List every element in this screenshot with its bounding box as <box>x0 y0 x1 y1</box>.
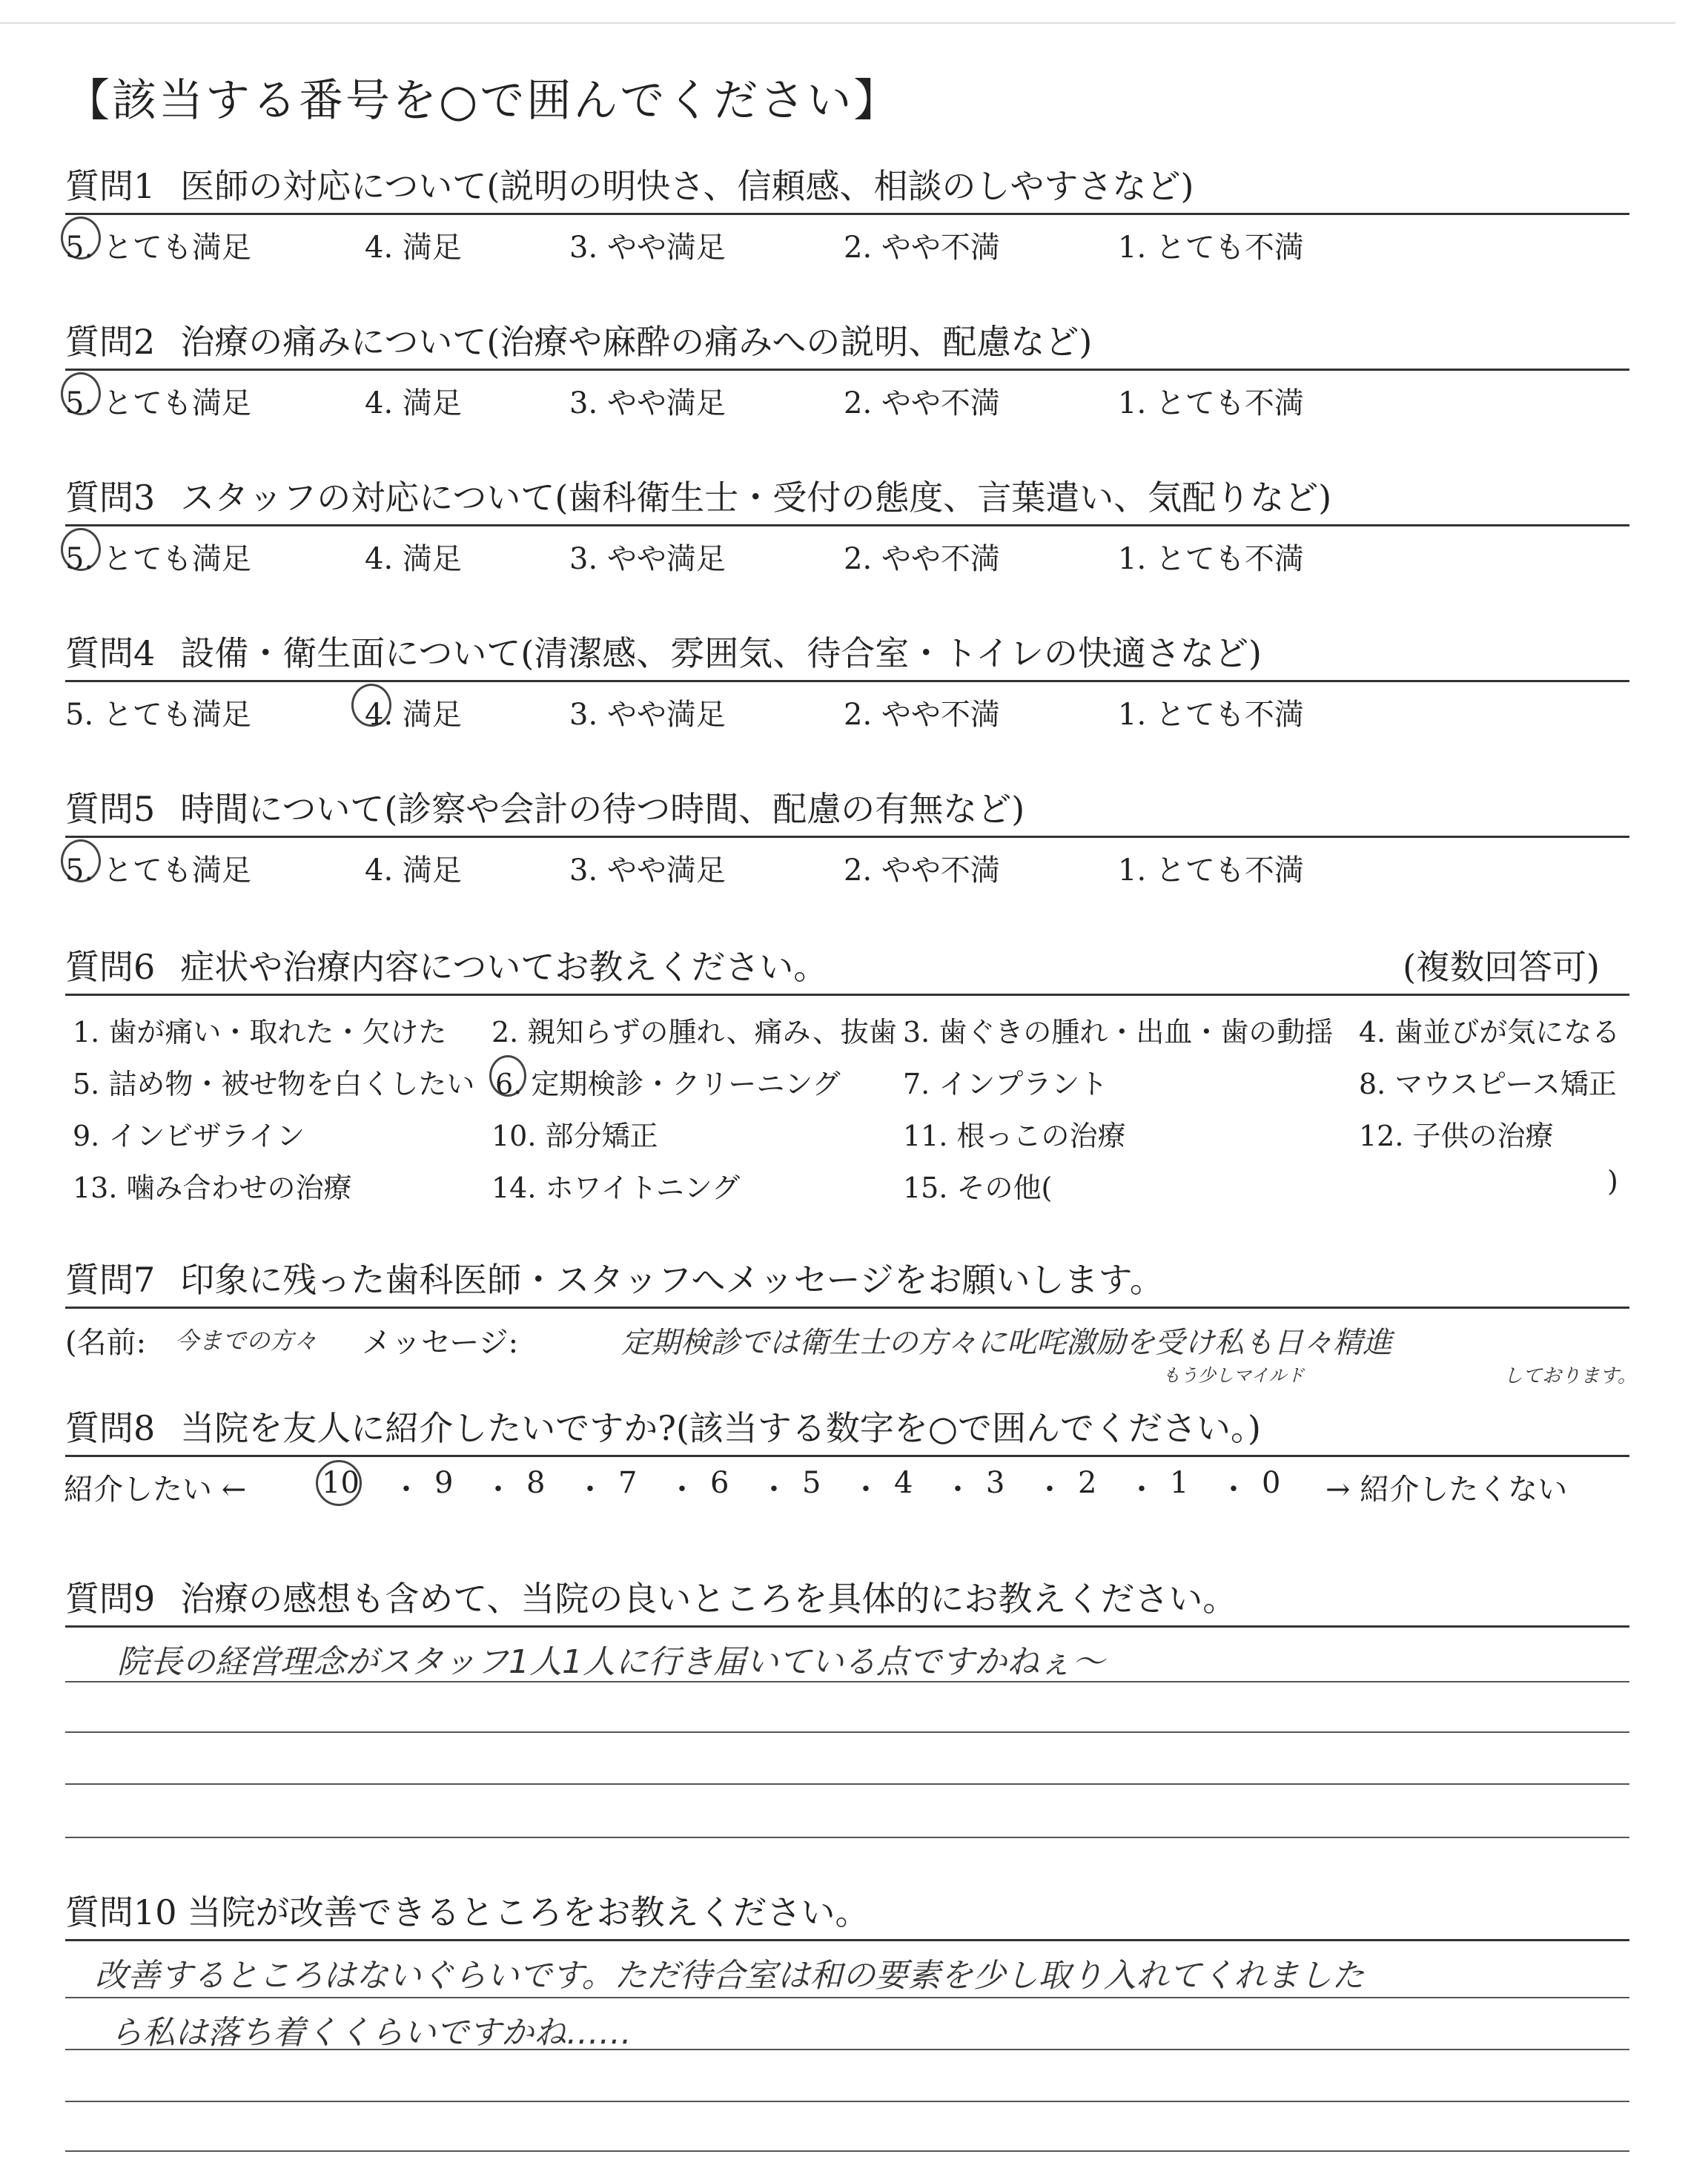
question-number: 質問4 <box>65 633 156 673</box>
option-4[interactable]: 4. 満足 <box>365 386 462 420</box>
scale-9[interactable]: 9 <box>434 1466 454 1500</box>
answer-line <box>65 2150 1629 2152</box>
option-4[interactable]: 4. 満足 <box>365 853 462 888</box>
symptom-item[interactable]: 1. 歯が痛い・取れた・欠けた <box>73 1016 447 1048</box>
symptom-item[interactable]: 9. インビザライン <box>73 1120 305 1152</box>
message-note: もう少しマイルド <box>1162 1365 1305 1386</box>
question-text: 設備・衛生面について(清潔感、雰囲気、待合室・トイレの快適さなど) <box>180 633 1262 673</box>
name-label: (名前: <box>65 1326 147 1360</box>
symptom-item[interactable]: 11. 根っこの治療 <box>903 1120 1126 1152</box>
question-number: 質問2 <box>65 322 156 362</box>
scale-7[interactable]: 7 <box>618 1466 638 1500</box>
question-number: 質問5 <box>65 789 156 829</box>
answer-line <box>65 1783 1629 1785</box>
question-text: 印象に残った歯科医師・スタッフへメッセージをお願いします。 <box>180 1260 1164 1300</box>
rating-options <box>65 371 1629 423</box>
question-number: 質問7 <box>65 1260 156 1300</box>
question-9 <box>65 1572 1629 1680</box>
form-heading: 【該当する番号を○で囲んでください】 <box>65 75 901 127</box>
option-4[interactable]: 4. 満足 <box>365 542 462 576</box>
option-3[interactable]: 3. やや満足 <box>569 386 726 420</box>
answer-line <box>65 1997 1629 1998</box>
rating-options <box>65 526 1629 578</box>
option-1[interactable]: 1. とても不満 <box>1118 386 1304 420</box>
message-end: しております。 <box>1503 1365 1637 1387</box>
question-text: スタッフの対応について(歯科衛生士・受付の態度、言葉遣い、気配りなど) <box>180 478 1332 518</box>
option-2[interactable]: 2. やや不満 <box>844 231 1000 265</box>
question-7 <box>65 1253 1637 1398</box>
answer-line <box>65 1731 1629 1733</box>
symptom-item[interactable]: 7. インプラント <box>903 1068 1108 1100</box>
option-2[interactable]: 2. やや不満 <box>844 853 1000 888</box>
question-text: 治療の感想も含めて、当院の良いところを具体的にお教えください。 <box>180 1579 1237 1619</box>
question-1 <box>65 159 1629 267</box>
question-number: 質問10 <box>65 1892 177 1932</box>
question-8 <box>65 1401 1629 1509</box>
symptom-item[interactable]: 3. 歯ぐきの腫れ・出血・歯の動揺 <box>903 1016 1334 1048</box>
answer-text-line2[interactable]: ら私は落ち着くくらいですかね…… <box>110 2014 632 2052</box>
message-label: メッセージ: <box>362 1326 519 1360</box>
question-text: 治療の痛みについて(治療や麻酔の痛みへの説明、配慮など) <box>180 322 1093 362</box>
symptom-options <box>65 996 1629 1211</box>
option-3[interactable]: 3. やや満足 <box>569 698 726 732</box>
scale-right-label: → 紹介したくない <box>1325 1473 1568 1507</box>
option-3[interactable]: 3. やや満足 <box>569 542 726 576</box>
scale-8[interactable]: 8 <box>526 1466 546 1500</box>
symptom-item-other[interactable]: 15. その他( <box>903 1172 1053 1204</box>
rating-options <box>65 215 1629 267</box>
symptom-item[interactable]: 6. 定期検診・クリーニング <box>495 1068 841 1100</box>
scale-4[interactable]: 4 <box>894 1466 913 1500</box>
symptom-item[interactable]: 12. 子供の治療 <box>1359 1120 1554 1152</box>
question-number: 質問1 <box>65 166 156 206</box>
question-number: 質問6 <box>65 947 156 987</box>
scale-3[interactable]: 3 <box>986 1466 1005 1500</box>
question-6 <box>65 940 1629 1211</box>
rating-options <box>65 682 1629 734</box>
question-number: 質問9 <box>65 1579 156 1619</box>
option-2[interactable]: 2. やや不満 <box>844 698 1000 732</box>
question-text: 時間について(診察や会計の待つ時間、配慮の有無など) <box>180 789 1025 829</box>
answer-text-line1[interactable]: 改善するところはないぐらいです。ただ待合室は和の要素を少し取り入れてくれました <box>95 1957 1365 1995</box>
option-5[interactable]: 5. とても満足 <box>65 386 251 420</box>
answer-line <box>65 1837 1629 1838</box>
question-4 <box>65 627 1629 734</box>
recommend-scale: 紹介したい ← 10 ・ 9 ・ 8 ・ 7 ・ 6 ・ 5 ・ 4 ・ 3 ・ 2 ・ 1 ・ 0 → 紹介したくない <box>65 1457 1629 1509</box>
option-1[interactable]: 1. とても不満 <box>1118 853 1304 888</box>
option-1[interactable]: 1. とても不満 <box>1118 231 1304 265</box>
answer-line <box>65 2101 1629 2102</box>
scale-left-label: 紹介したい ← <box>64 1473 247 1507</box>
option-3[interactable]: 3. やや満足 <box>569 853 726 888</box>
symptom-item[interactable]: 4. 歯並びが気になる <box>1359 1016 1621 1048</box>
question-10 <box>65 1886 1629 1993</box>
symptom-item[interactable]: 8. マウスピース矯正 <box>1359 1068 1617 1100</box>
option-2[interactable]: 2. やや不満 <box>844 542 1000 576</box>
scale-5[interactable]: 5 <box>802 1466 821 1500</box>
question-text: 症状や治療内容についてお教えください。 <box>180 947 828 987</box>
option-5[interactable]: 5. とても満足 <box>65 698 251 732</box>
question-3 <box>65 471 1629 578</box>
answer-line <box>65 2049 1629 2050</box>
option-5[interactable]: 5. とても満足 <box>65 853 251 888</box>
message-area <box>65 1309 1637 1398</box>
message-text[interactable]: 定期検診では衛生士の方々に叱咤激励を受け私も日々精進 <box>621 1326 1392 1360</box>
option-3[interactable]: 3. やや満足 <box>569 231 726 265</box>
option-5[interactable]: 5. とても満足 <box>65 231 251 265</box>
scale-0[interactable]: 0 <box>1262 1466 1281 1500</box>
question-number: 質問3 <box>65 478 156 518</box>
symptom-item[interactable]: 13. 噛み合わせの治療 <box>73 1172 352 1204</box>
answer-text[interactable]: 院長の経営理念がスタッフ1人1人に行き届いている点ですかねぇ〜 <box>117 1643 1105 1681</box>
option-2[interactable]: 2. やや不満 <box>844 386 1000 420</box>
scale-6[interactable]: 6 <box>710 1466 729 1500</box>
symptom-item[interactable]: 5. 詰め物・被せ物を白くしたい <box>73 1068 475 1100</box>
scale-2[interactable]: 2 <box>1078 1466 1097 1500</box>
symptom-item[interactable]: 10. 部分矯正 <box>491 1120 658 1152</box>
name-value[interactable]: 今までの方々 <box>175 1327 318 1355</box>
option-1[interactable]: 1. とても不満 <box>1118 542 1304 576</box>
multiple-answer-note: (複数回答可) <box>1403 947 1600 987</box>
other-close-paren: ) <box>1607 1165 1618 1198</box>
symptom-item[interactable]: 2. 親知らずの腫れ、痛み、抜歯 <box>491 1016 897 1048</box>
rating-options <box>65 838 1629 890</box>
question-number: 質問8 <box>65 1408 156 1448</box>
question-2 <box>65 315 1629 423</box>
question-5 <box>65 782 1629 890</box>
answer-line <box>65 1681 1629 1682</box>
option-5[interactable]: 5. とても満足 <box>65 542 251 576</box>
top-divider <box>0 22 1675 24</box>
scale-10[interactable]: 10 <box>322 1466 360 1500</box>
option-4[interactable]: 4. 満足 <box>365 698 462 732</box>
scale-1[interactable]: 1 <box>1170 1466 1189 1500</box>
option-1[interactable]: 1. とても不満 <box>1118 698 1304 732</box>
option-4[interactable]: 4. 満足 <box>365 231 462 265</box>
question-text: 医師の対応について(説明の明快さ、信頼感、相談のしやすさなど) <box>180 166 1194 206</box>
symptom-item[interactable]: 14. ホワイトニング <box>491 1172 741 1204</box>
question-text: 当院を友人に紹介したいですか?(該当する数字を○で囲んでください。) <box>180 1408 1261 1448</box>
question-text: 当院が改善できるところをお教えください。 <box>187 1892 870 1932</box>
